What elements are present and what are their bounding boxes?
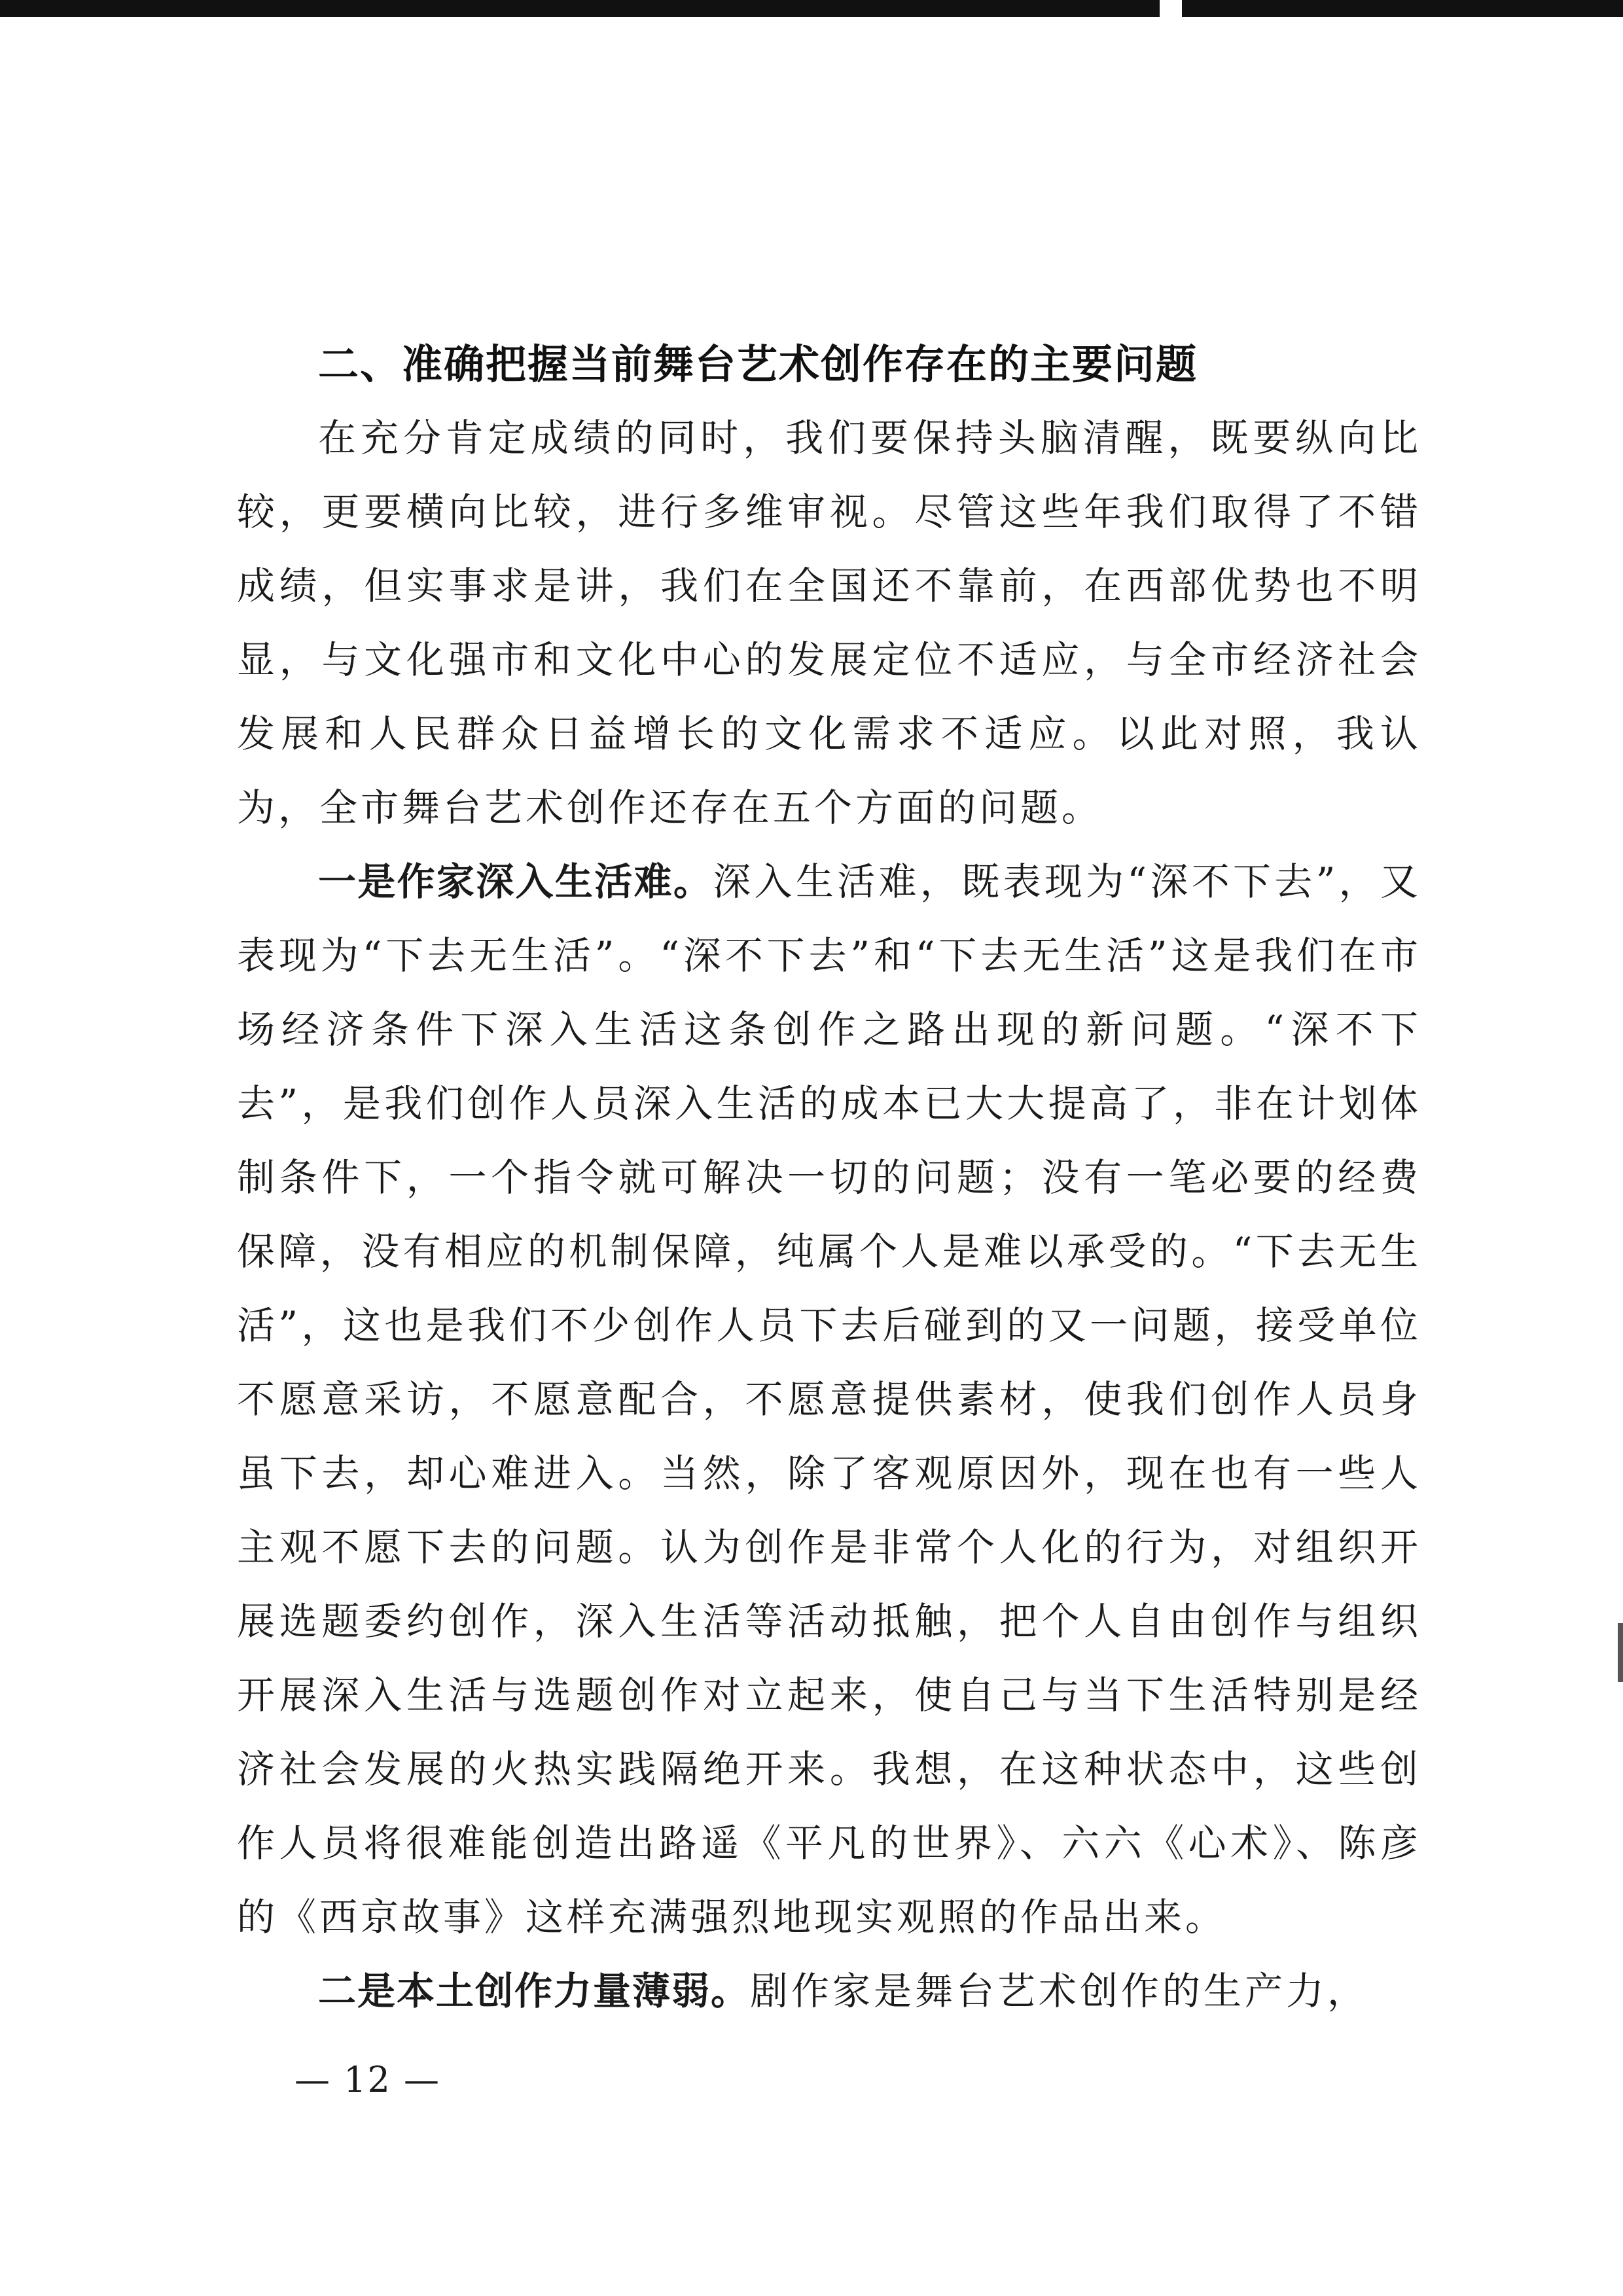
- paragraph-problem-two: [237, 1954, 1421, 2028]
- paragraph-text: 在充分肯定成绩的同时，我们要保持头脑清醒，既要纵向比较，更要横向比较，进行多维审视。尽管这些年我们取得了不错成绩，但实事求是讲，我们在全国还不靠前，在西部优势也不明显，与文化强市和文化中心的发展定位不适应，与全市经济社会发展和人民群众日益增长的文化需求不适应。以此对照，我认为，全市舞台艺术创作还存在五个方面的问题。: [237, 416, 1421, 830]
- paragraph-lead: 一是作家深入生活难。: [318, 859, 713, 904]
- paragraph-text: 深入生活难，既表现为“深不下去”，又表现为“下去无生活”。“深不下去”和“下去无生活”这是我们在市场经济条件下深入生活这条创作之路出现的新问题。“深不下去”，是我们创作人员深入生活的成本已大大提高了，非在计划体制条件下，一个指令就可解决一切的问题；没有一笔必要的经费保障，没有相应的机制保障，纯属个人是难以承受的。“下去无生活”，这也是我们不少创作人员下去后碰到的又一问题，接受单位不愿意采访，不愿意配合，不愿意提供素材，使我们创作人员身虽下去，却心难进入。当然，除了客观原因外，现在也有一些人主观不愿下去的问题。认为创作是非常个人化的行为，对组织开展选题委约创作，深入生活等活动抵触，把个人自由创作与组织开展深入生活与选题创作对立起来，使自己与当下生活特别是经济社会发展的火热实践隔绝开来。我想，在这种状态中，这些创作人员将很难能创造出路遥《平凡的世界》、六六《心术》、陈彦的《西京故事》这样充满强烈地现实观照的作品出来。: [237, 859, 1421, 1939]
- paragraph-lead: 二是本土创作力量薄弱。: [318, 1969, 751, 2013]
- scan-edge-mark: [1618, 1623, 1623, 1682]
- section-heading: 二、准确把握当前舞台艺术创作存在的主要问题: [318, 340, 1198, 388]
- paragraph-achievements: [237, 401, 1421, 845]
- scan-edge-bar-left: [0, 0, 1160, 17]
- scan-edge-bar-right: [1182, 0, 1623, 17]
- document-body: [237, 327, 1421, 2028]
- page-number: — 12 —: [294, 2059, 441, 2100]
- paragraph-text: 剧作家是舞台艺术创作的生产力，: [750, 1969, 1369, 2013]
- paragraph-problem-one: [237, 845, 1421, 1954]
